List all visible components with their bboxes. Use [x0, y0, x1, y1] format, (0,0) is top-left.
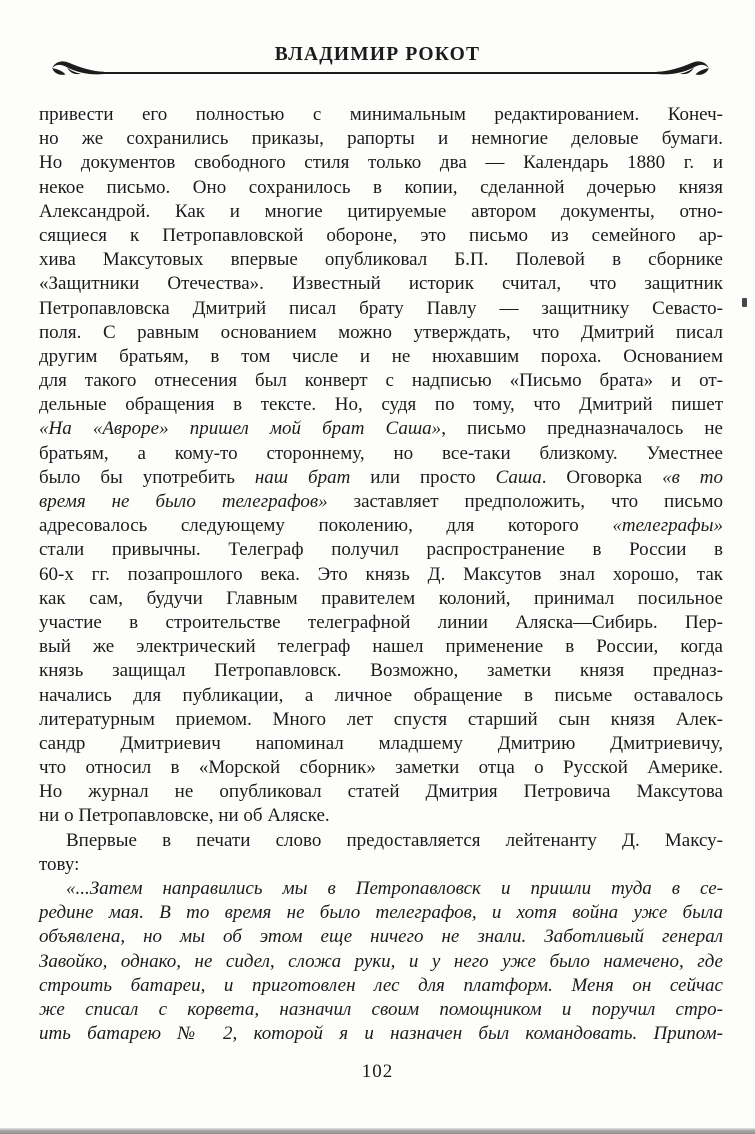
header-rule: [50, 60, 711, 84]
text-line: тову:: [39, 853, 80, 875]
text-line: «Защитники Отечества». Известный историк считал, что защитник: [39, 273, 723, 295]
body-text: [39, 103, 723, 1046]
horizontal-rule: [96, 72, 665, 74]
text-line: дельные обращения в тексте. Но, судя по тому, что Дмитрий пишет: [39, 394, 723, 416]
text-line: некое письмо. Оно сохранилось в копии, сделанной дочерью князя: [39, 176, 723, 198]
text-line: Александрой. Как и многие цитируемые автором документы, отно-: [39, 200, 723, 222]
text-line: же списал с корвета, назначил своим помощником и поручил стро-: [39, 998, 723, 1020]
text-line: литературным приемом. Много лет спустя старший сын князя Алек-: [39, 708, 723, 730]
text-line: «На «Авроре» пришел мой брат Саша», письмо предназначалось не: [39, 418, 723, 440]
page-number: 102: [361, 1061, 394, 1082]
text-line: «...Затем направились мы в Петропавловск и пришли туда в се-: [66, 878, 723, 899]
text-line: вый же электрический телеграф нашел применение в России, когда: [39, 636, 723, 658]
text-line: братьям, а кому-то стороннему, но все-таки близкому. Уместнее: [39, 442, 723, 464]
text-line: редине мая. В то время не было телеграфов, и хотя война уже была: [39, 902, 723, 924]
text-line: Но документов свободного стиля только два — Календарь 1880 г. и: [39, 152, 723, 174]
text-line: строить батареи, и приготовлен лес для платформ. Меня он сейчас: [39, 974, 723, 996]
text-line: объявлена, но мы об этом еще ничего не знали. Заботливый генерал: [39, 926, 723, 948]
text-line: сящиеся к Петропавловской обороне, это письмо из семейного ар-: [39, 224, 723, 246]
text-line: Но журнал не опубликовал статей Дмитрия Петровича Максутова: [39, 781, 723, 803]
text-line: время не было телеграфов» заставляет предположить, что письмо: [39, 491, 723, 512]
floral-flourish-left-icon: [50, 58, 104, 87]
text-line: сандр Дмитриевич напоминал младшему Дмитрию Дмитриевичу,: [39, 732, 723, 754]
text-line: что относил в «Морской сборник» заметки отца о Русской Америке.: [39, 757, 723, 779]
text-line: как сам, будучи Главным правителем колоний, принимал посильное: [39, 587, 723, 609]
text-line: Петропавловска Дмитрий писал брату Павлу — защитнику Севасто-: [39, 297, 723, 319]
text-line: стали привычны. Телеграф получил распространение в России в: [39, 539, 723, 561]
scan-artifact-tick: [742, 298, 747, 307]
text-line: начались для публикации, а личное обращение в письме оставалось: [39, 684, 723, 706]
text-line: участие в строительстве телеграфной линии Аляска—Сибирь. Пер-: [39, 611, 723, 633]
text-line: 60-х гг. позапрошлого века. Это князь Д. Максутов знал хорошо, так: [39, 563, 723, 585]
text-line: Завойко, однако, не сидел, сложа руки, и у него уже было намечено, где: [39, 950, 723, 972]
text-line: ить батарею № 2, которой я и назначен был командовать. Припом-: [39, 1023, 723, 1045]
text-line: было бы употребить наш брат или просто Саша. Оговорка «в то: [39, 466, 724, 488]
text-line: хива Максутовых впервые опубликовал Б.П. Полевой в сборнике: [39, 249, 723, 271]
scan-artifact-bottom-edge: [0, 1128, 755, 1134]
text-line: другим братьям, в том числе и не нюхавшим пороха. Основанием: [39, 345, 723, 367]
text-line: ни о Петропавловске, ни об Аляске.: [39, 805, 330, 827]
text-line: князь защищал Петропавловск. Возможно, заметки князя предназ-: [39, 660, 723, 682]
text-line: для такого отнесения был конверт с надписью «Письмо брата» и от-: [39, 370, 723, 392]
text-line: адресовалось следующему поколению, для которого «телеграфы»: [39, 515, 723, 537]
floral-flourish-right-icon: [657, 58, 711, 87]
text-line: привести его полностью с минимальным редактированием. Конеч-: [39, 104, 723, 125]
text-line: поля. С равным основанием можно утверждать, что Дмитрий писал: [39, 321, 723, 343]
running-head-author: ВЛАДИМИР РОКОТ: [274, 44, 481, 65]
text-line: но же сохранились приказы, рапорты и немногие деловые бумаги.: [39, 128, 723, 150]
text-line: Впервые в печати слово предоставляется лейтенанту Д. Максу-: [66, 829, 723, 851]
